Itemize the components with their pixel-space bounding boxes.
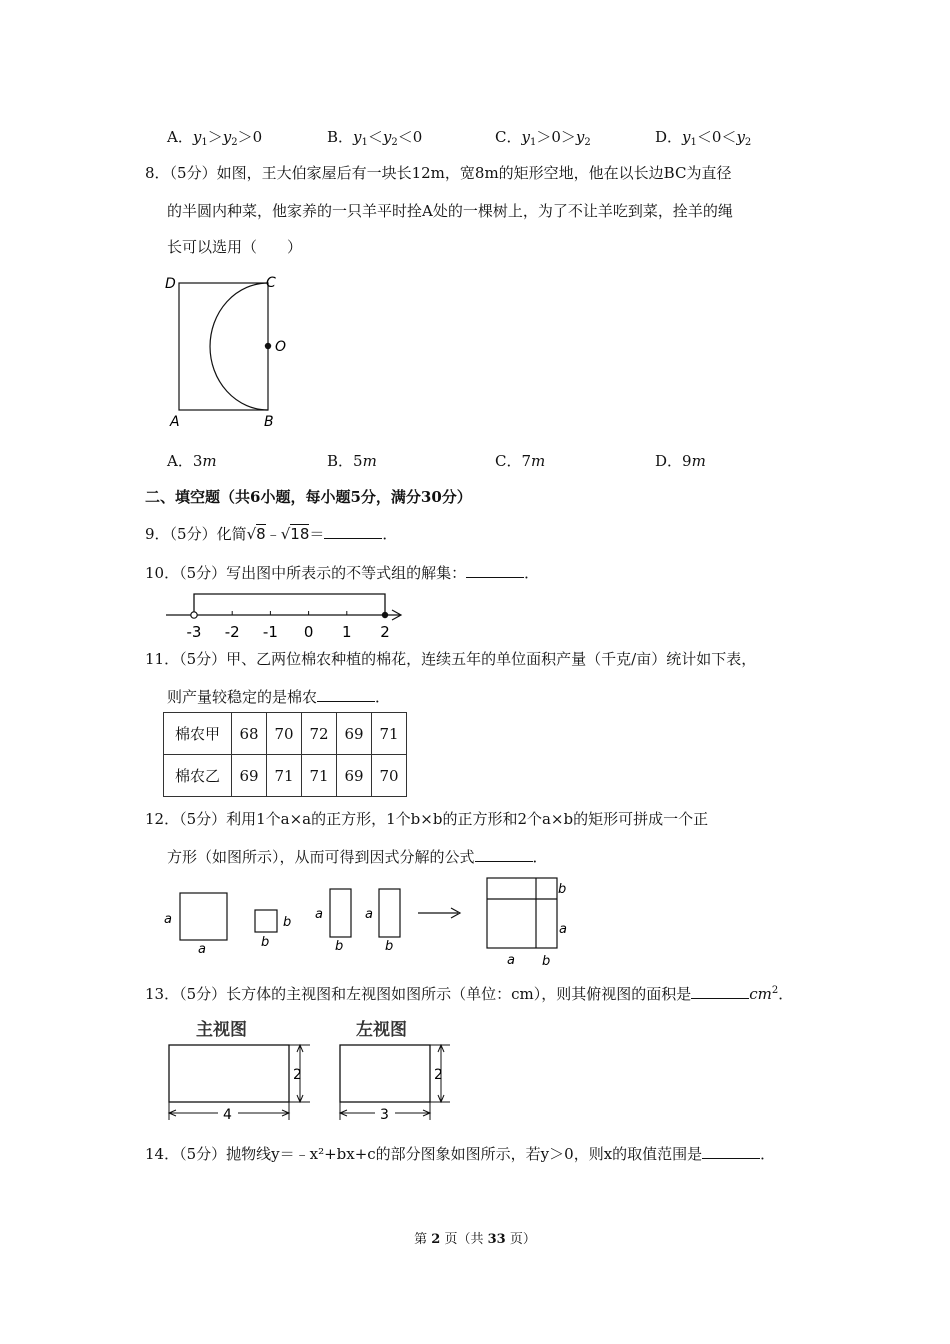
q8-option-d: D．9m xyxy=(655,452,706,470)
svg-text:b: b xyxy=(542,954,551,969)
q11-line2: 则产量较稳定的是棉农 ． xyxy=(167,688,391,706)
svg-text:a: a xyxy=(164,912,172,927)
label-a: A xyxy=(170,414,180,430)
svg-text:b: b xyxy=(335,939,344,954)
label-o: O xyxy=(275,339,287,355)
tick-label: -2 xyxy=(224,623,240,641)
svg-text:a: a xyxy=(315,907,323,922)
q12-line1: 12．（5分）利用1个a×a的正方形，1个b×b的正方形和2个a×b的矩形可拼成一个正 xyxy=(145,810,709,828)
svg-text:2: 2 xyxy=(434,1067,443,1083)
page-footer: 第 2 页（共 33 页） xyxy=(414,1232,536,1247)
svg-text:b: b xyxy=(283,915,292,930)
q12-line2: 方形（如图所示），从而可得到因式分解的公式 ． xyxy=(167,848,548,866)
row-name: 棉农乙 xyxy=(164,755,232,797)
tick-label: 2 xyxy=(380,623,390,641)
q11-line1: 11．（5分）甲、乙两位棉农种植的棉花，连续五年的单位面积产量（千克/亩）统计如下表， xyxy=(145,650,757,668)
q8-line3: 长可以选用（ ） xyxy=(167,238,303,256)
svg-text:4: 4 xyxy=(223,1107,232,1123)
svg-text:a: a xyxy=(559,922,567,937)
q8-option-a: A．3m xyxy=(167,452,217,470)
svg-text:b: b xyxy=(261,935,270,950)
section-heading: 二、填空题（共6小题，每小题5分，满分30分） xyxy=(145,488,472,506)
q10: 10．（5分）写出图中所表示的不等式组的解集： ． xyxy=(145,564,540,582)
label-b: B xyxy=(264,414,274,430)
svg-text:a: a xyxy=(198,942,206,957)
q8-rectangle-figure xyxy=(160,270,300,435)
q8-option-b: B．5m xyxy=(327,452,377,470)
q7-option-d: D．$y_1<0<y_2$ xyxy=(655,128,752,148)
tick-label: 0 xyxy=(303,623,314,641)
q8-line1: 8．（5分）如图，王大伯家屋后有一块长12m，宽8m的矩形空地，他在以长边BC为直径 xyxy=(145,164,732,182)
tick-label: -1 xyxy=(262,623,278,641)
tick-label: -3 xyxy=(186,623,202,641)
q7-option-b: B．$y_1<y_2<0$ xyxy=(327,128,423,148)
q9: 9．（5分）化简√8﹣√18＝ ． xyxy=(145,525,398,543)
q8-option-c: C．7m xyxy=(495,452,546,470)
q10-number-line xyxy=(160,585,410,641)
label-d: D xyxy=(165,276,176,292)
svg-text:a: a xyxy=(365,907,373,922)
svg-text:3: 3 xyxy=(380,1107,389,1123)
main-view-title: 主视图 xyxy=(196,1020,247,1040)
q12-squares-figure xyxy=(160,872,580,970)
q14: 14．（5分）抛物线y＝﹣x²+bx+c的部分图象如图所示，若y＞0，则x的取值范围是 ． xyxy=(145,1145,776,1163)
svg-text:b: b xyxy=(385,939,394,954)
q13-views-figure xyxy=(160,1012,460,1130)
q7-option-a: A．$y_1>y_2>0$ xyxy=(167,128,263,148)
label-c: C xyxy=(266,275,276,291)
table-row: 棉农甲 68 70 72 69 71 xyxy=(164,713,407,755)
left-view-title: 左视图 xyxy=(356,1020,407,1040)
svg-text:a: a xyxy=(507,953,515,968)
tick-label: 1 xyxy=(342,623,352,641)
row-name: 棉农甲 xyxy=(164,713,232,755)
yield-table xyxy=(163,712,407,797)
svg-text:2: 2 xyxy=(293,1067,302,1083)
q8-line2: 的半圆内种菜，他家养的一只羊平时拴A处的一棵树上，为了不让羊吃到菜，拴羊的绳 xyxy=(167,202,733,220)
table-row: 棉农乙 69 71 71 69 70 xyxy=(164,755,407,797)
q7-option-c: C．$y_1>0>y_2$ xyxy=(495,128,591,148)
svg-text:b: b xyxy=(558,882,567,897)
q13: 13．（5分）长方体的主视图和左视图如图所示（单位：cm），则其俯视图的面积是 $cm^2$． xyxy=(145,985,794,1003)
